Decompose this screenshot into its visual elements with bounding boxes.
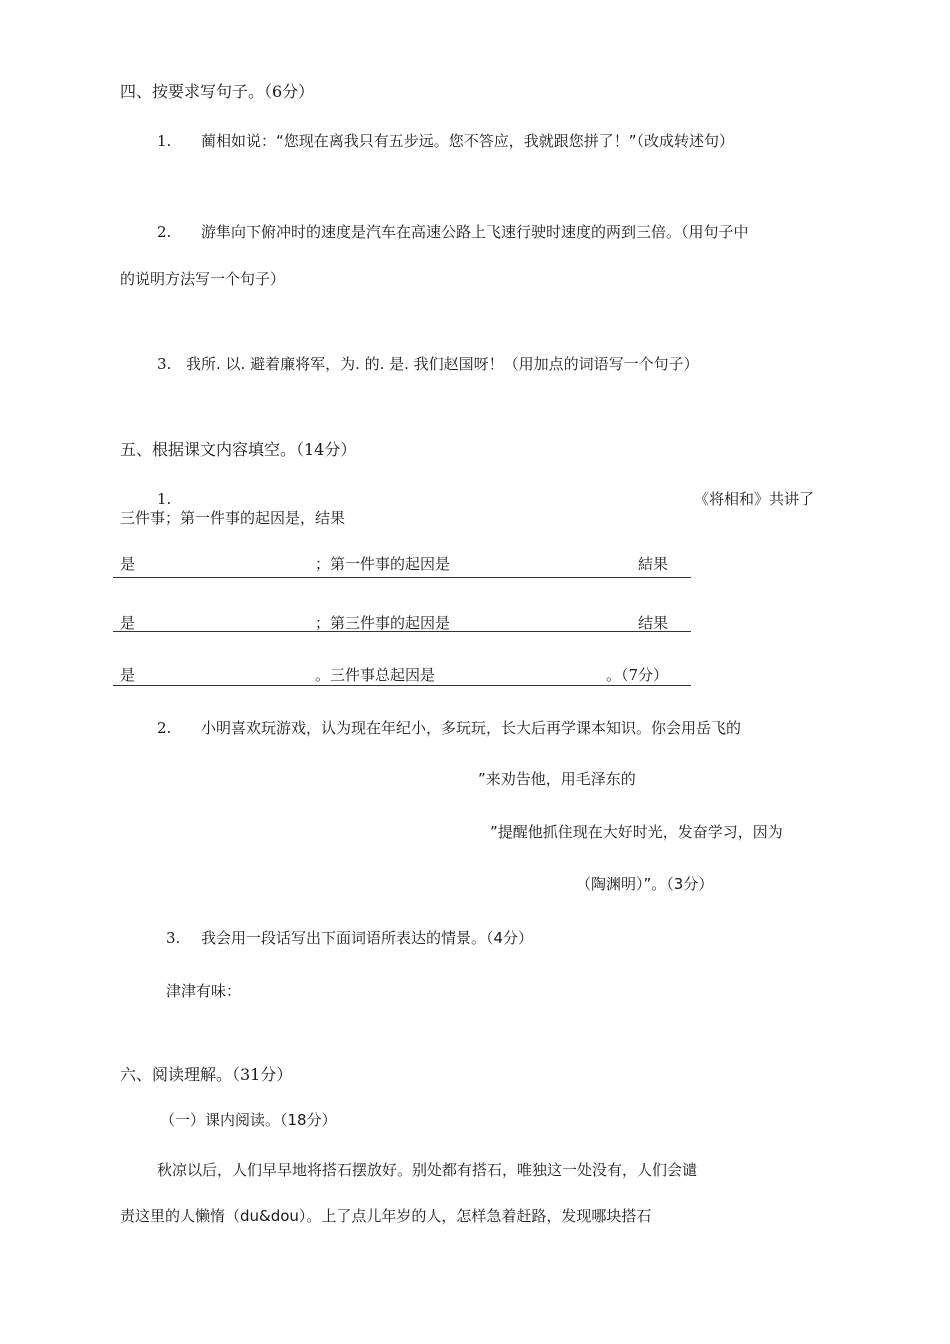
section5-q2-line4: （陶渊明）”。（3分） [576, 875, 714, 893]
section5-q2-line3: ”提醒他抓住现在大好时光，发奋学习，因为 [490, 823, 783, 841]
section5-q1-row3-end: 结果 [638, 614, 669, 632]
section5-q1-row2-middle: ；第一件事的起因是 [315, 555, 451, 573]
section5-q2-line2: ”来劝告他，用毛泽东的 [478, 770, 636, 788]
section4-item3-number: 3. [157, 355, 172, 373]
section5-q1-row4-middle: 。三件事总起因是 [315, 666, 436, 684]
section4-item2-text: 游隼向下俯冲时的速度是汽车在高速公路上飞速行驶时速度的两到三倍。（用句子中 [201, 223, 749, 241]
section5-q2-number: 2. [157, 719, 172, 737]
reading-paragraph-line1: 秋凉以后，人们早早地将搭石摆放好。别处都有搭石，唯独这一处没有，人们会谴 [157, 1161, 698, 1179]
section4-item2-number: 2. [157, 223, 172, 241]
section5-q2-line1: 小明喜欢玩游戏，认为现在年纪小，多玩玩，长大后再学课本知识。你会用岳飞的 [201, 719, 742, 737]
section4-item2-text-cont: 的说明方法写一个句子） [120, 270, 286, 288]
section5-q1-row3-middle: ；第三件事的起因是 [315, 614, 451, 632]
answer-line [113, 577, 691, 578]
section4-heading: 四、按要求写句子。（6分） [120, 82, 315, 101]
section5-q3-word: 津津有味： [166, 982, 242, 1000]
section6-subheading: （一）课内阅读。（18分） [160, 1111, 337, 1129]
section4-item3-text: 我所. 以. 避着廉将军，为. 的. 是. 我们赵国呀！（用加点的词语写一个句子） [186, 355, 699, 373]
section4-item1-text: 蔺相如说：“您现在离我只有五步远。您不答应，我就跟您拼了！”（改成转述句） [201, 132, 735, 150]
section6-heading: 六、阅读理解。（31分） [120, 1065, 293, 1084]
reading-paragraph-line2: 责这里的人懒惰（du&dou）。上了点儿年岁的人，怎样急着赶路，发现哪块搭石 [120, 1207, 652, 1225]
answer-line [113, 685, 691, 686]
answer-line [113, 631, 691, 632]
section5-q1-number: 1. [157, 490, 172, 508]
section5-q1-row2-end: 結果 [638, 555, 669, 573]
section5-heading: 五、根据课文内容填空。（14分） [120, 440, 357, 459]
section5-q3-number: 3. [166, 929, 181, 947]
section5-q1-row4-end: 。（7分） [606, 666, 669, 684]
section5-q1-row3-start: 是 [120, 614, 136, 632]
section5-q1-row4-start: 是 [120, 666, 136, 684]
section5-q1-line1: 三件事；第一件事的起因是，结果 [120, 509, 346, 527]
section5-q1-row2-start: 是 [120, 555, 136, 573]
section5-q3-text: 我会用一段话写出下面词语所表达的情景。（4分） [201, 929, 534, 947]
section4-item1-number: 1. [157, 132, 172, 150]
section5-q1-lead: 《将相和》共讲了 [694, 490, 815, 508]
